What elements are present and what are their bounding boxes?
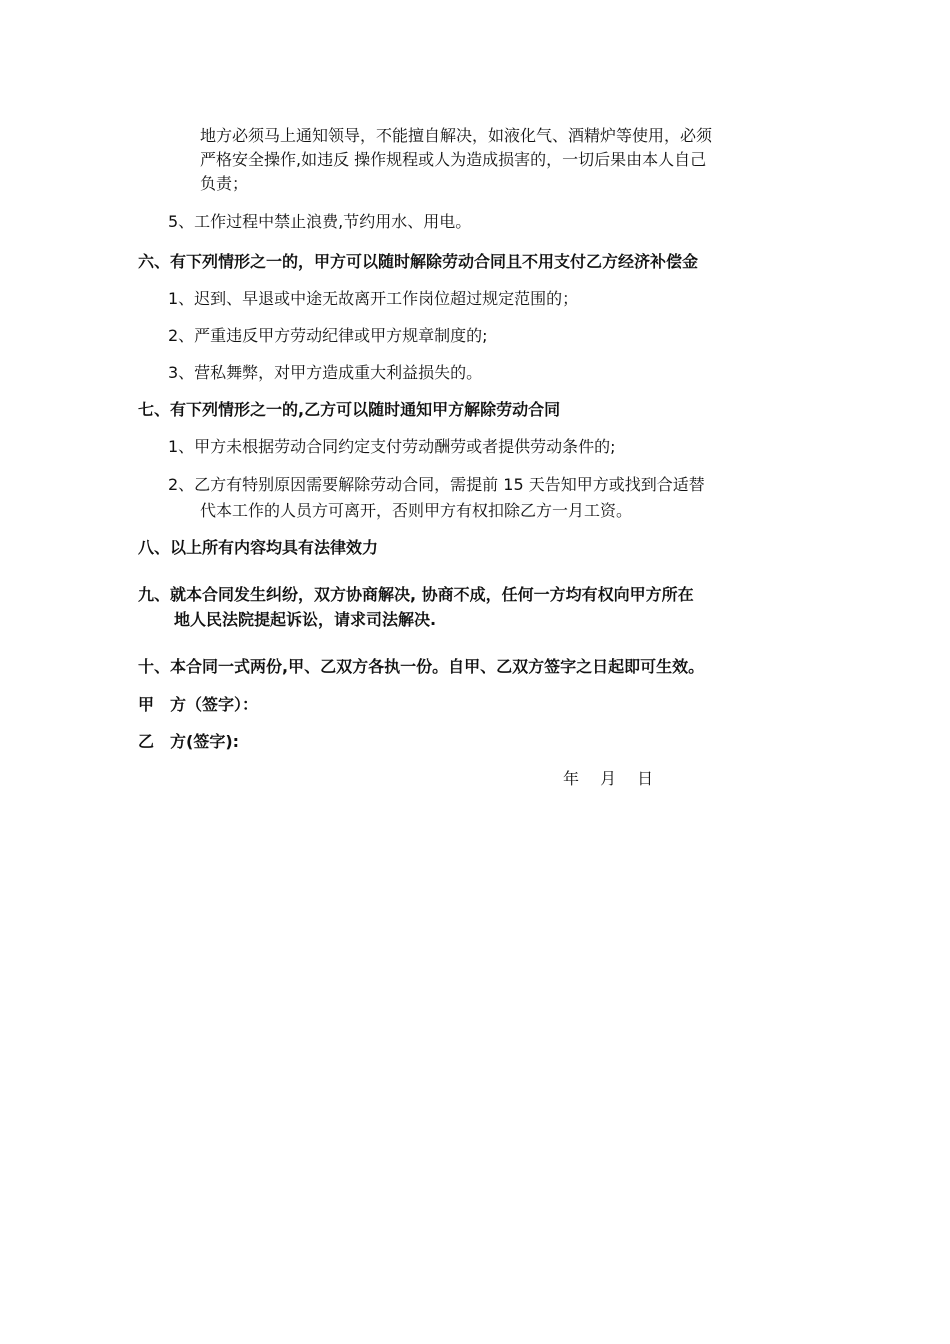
list-item: 3、营私舞弊，对甲方造成重大利益损失的。 — [168, 363, 483, 382]
date-label: 年 月 日 — [563, 769, 654, 788]
party-b-signature-label: 乙 方(签字): — [138, 732, 240, 751]
section-heading-7: 七、有下列情形之一的,乙方可以随时通知甲方解除劳动合同 — [138, 400, 561, 419]
section-heading-6: 六、有下列情形之一的，甲方可以随时解除劳动合同且不用支付乙方经济补偿金 — [138, 252, 699, 271]
list-item: 1、迟到、早退或中途无故离开工作岗位超过规定范围的； — [168, 289, 579, 308]
list-item: 2、严重违反甲方劳动纪律或甲方规章制度的; — [168, 326, 488, 345]
section-heading-9: 九、就本合同发生纠纷，双方协商解决, 协商不成，任何一方均有权向甲方所在 — [138, 585, 694, 604]
paragraph-line: 负责； — [200, 174, 249, 193]
section-heading-9-continuation: 地人民法院提起诉讼，请求司法解决. — [174, 610, 437, 629]
list-item: 5、工作过程中禁止浪费,节约用水、用电。 — [168, 212, 472, 231]
list-item-continuation: 代本工作的人员方可离开，否则甲方有权扣除乙方一月工资。 — [200, 501, 633, 520]
paragraph-line: 严格安全操作,如违反 操作规程或人为造成损害的，一切后果由本人自己 — [200, 150, 707, 169]
list-item: 2、乙方有特别原因需要解除劳动合同，需提前 15 天告知甲方或找到合适替 — [168, 475, 705, 494]
list-item: 1、甲方未根据劳动合同约定支付劳动酬劳或者提供劳动条件的; — [168, 437, 616, 456]
section-heading-10: 十、本合同一式两份,甲、乙双方各执一份。自甲、乙双方签字之日起即可生效。 — [138, 657, 705, 676]
section-heading-8: 八、以上所有内容均具有法律效力 — [138, 538, 379, 557]
paragraph-line: 地方必须马上通知领导，不能擅自解决，如液化气、酒精炉等使用，必须 — [200, 126, 713, 145]
party-a-signature-label: 甲 方（签字）： — [138, 695, 259, 714]
